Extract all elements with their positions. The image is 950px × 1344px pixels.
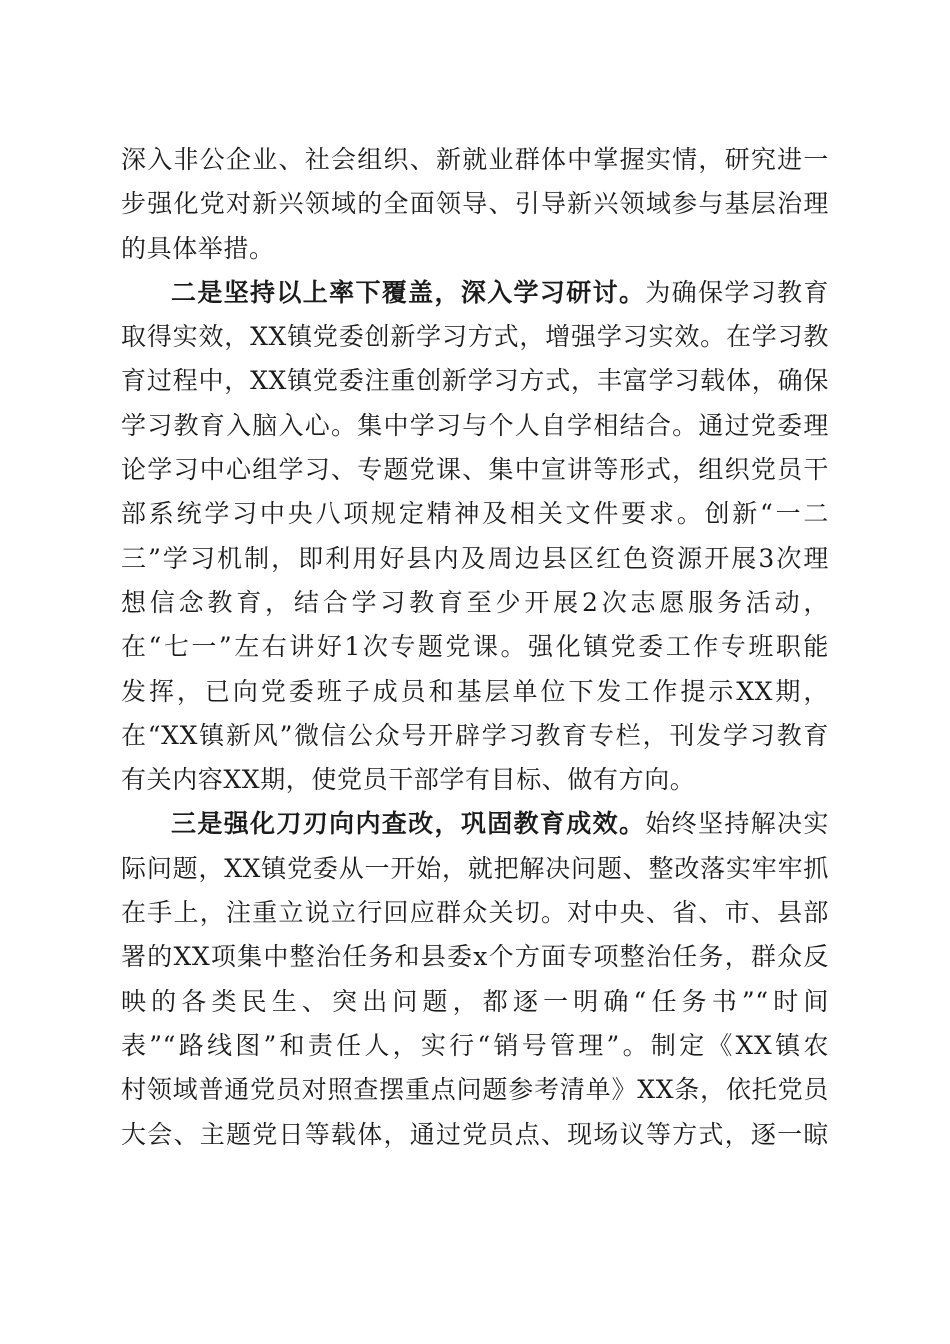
paragraph-first-line <box>121 271 829 315</box>
paragraph-line: 大会、主题党日等载体，通过党员点、现场议等方式，逐一晾 <box>121 1119 829 1149</box>
paragraph-line: 的具体举措。 <box>121 233 275 263</box>
paragraph-line-rest: 始终坚持解决实 <box>645 809 829 839</box>
paragraph-line: 署的XX项集中整治任务和县委x个方面专项整治任务，群众反 <box>121 942 829 972</box>
paragraph-line: 发挥，已向党委班子成员和基层单位下发工作提示XX期， <box>121 676 829 706</box>
paragraph-line: 论学习中心组学习、专题党课、集中宣讲等形式，组织党员干 <box>121 455 829 485</box>
paragraph-line: 深入非公企业、社会组织、新就业群体中掌握实情，研究进一 <box>121 145 829 174</box>
paragraph-line: 在手上，注重立说立行回应群众关切。对中央、省、市、县部 <box>121 898 829 928</box>
paragraph-line: 在“XX镇新风”微信公众号开辟学习教育专栏，刊发学习教育 <box>121 720 829 750</box>
paragraph-line: 映的各类民生、突出问题，都逐一明确“任务书”“时间 <box>121 986 829 1016</box>
paragraph-line: 际问题，XX镇党委从一开始，就把解决问题、整改落实牢牢抓 <box>121 853 829 883</box>
paragraph-first-line <box>121 802 829 846</box>
paragraph-line: 村领域普通党员对照查摆重点问题参考清单》XX条，依托党员 <box>121 1075 829 1105</box>
paragraph-line: 在“七一”左右讲好1次专题党课。强化镇党委工作专班职能 <box>121 632 829 662</box>
paragraph-line: 取得实效，XX镇党委创新学习方式，增强学习实效。在学习教 <box>121 322 829 352</box>
paragraph-line: 学习教育入脑入心。集中学习与个人自学相结合。通过党委理 <box>121 410 829 440</box>
paragraph-line: 有关内容XX期，使党员干部学有目标、做有方向。 <box>121 765 696 795</box>
paragraph-line: 表”“路线图”和责任人，实行“销号管理”。制定《XX镇农 <box>121 1030 829 1060</box>
paragraph-heading: 三是强化刀刃向内查改，巩固教育成效。 <box>171 809 646 839</box>
paragraph-heading: 二是坚持以上率下覆盖，深入学习研讨。 <box>171 277 646 307</box>
paragraph-line: 想信念教育，结合学习教育至少开展2次志愿服务活动， <box>121 587 829 617</box>
paragraph-line: 步强化党对新兴领域的全面领导、引导新兴领域参与基层治理 <box>121 189 829 219</box>
paragraph-line: 部系统学习中央八项规定精神及相关文件要求。创新“一二 <box>121 499 829 529</box>
paragraph-line: 育过程中，XX镇党委注重创新学习方式，丰富学习载体，确保 <box>121 366 829 396</box>
paragraph-line-rest: 为确保学习教育 <box>645 277 829 307</box>
paragraph-line: 三”学习机制，即利用好县内及周边县区红色资源开展3次理 <box>121 543 829 573</box>
body-text <box>121 138 829 1157</box>
